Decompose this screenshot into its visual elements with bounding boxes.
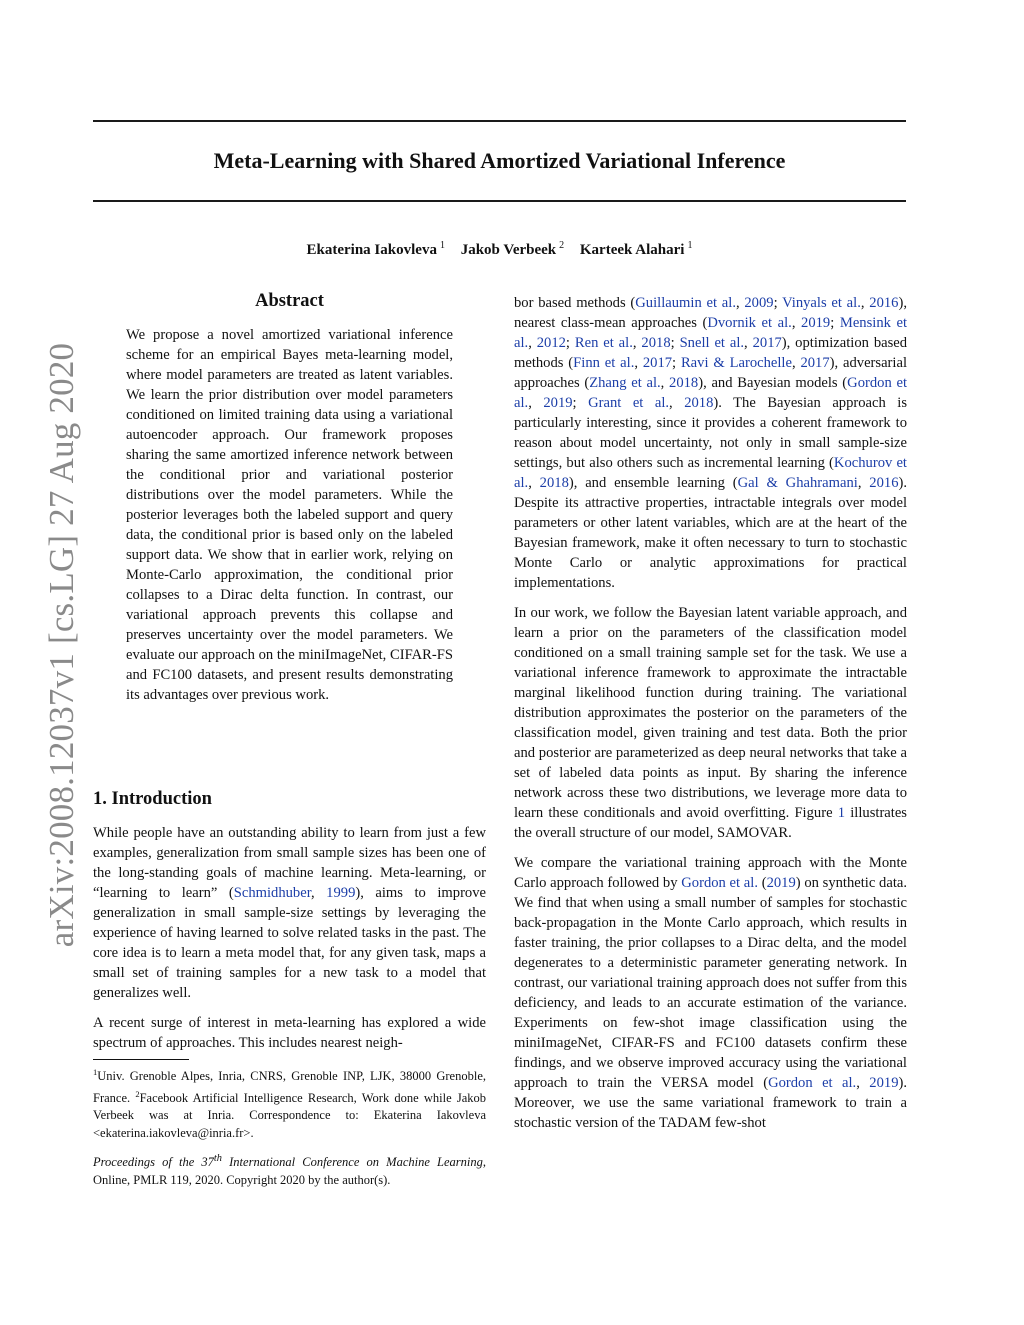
text-run: ), optimization based methods (	[514, 335, 908, 371]
author-affiliation-mark: 1	[439, 240, 445, 251]
citation-link[interactable]: Dvornik et al.	[707, 315, 792, 331]
citation-link[interactable]: Zhang et al.	[589, 375, 661, 391]
citation-link[interactable]: 1999	[326, 885, 356, 901]
author-name: Karteek Alahari	[579, 242, 685, 258]
text-run: We compare the variational training approach with the Monte Carlo approach followed by	[514, 855, 907, 891]
citation-link[interactable]: Finn et al.	[573, 355, 635, 371]
text-run: ). The Bayesian approach is particularly interesting, since it provides a coherent framework to reason about model uncertainty, not only in small sample-size settings, but also others such as incremental learning (	[514, 395, 908, 471]
text-run: ,	[528, 395, 544, 411]
text-run: ;	[565, 335, 575, 351]
text-run: ,	[857, 475, 870, 491]
footnote-text: Facebook Artificial Intelligence Research, Work done while Jakob Verbeek was at Inria. Correspondence to: Ekaterina Iakovleva <ekaterina.iakovleva@inria.fr>.	[93, 1090, 486, 1140]
citation-link[interactable]: 2012	[536, 335, 566, 351]
abstract-text: We propose a novel amortized variational inference scheme for an empirical Bayes meta-learning model, where model parameters are treated as latent variables. We learn the prior distribution over model parameters conditioned on limited training data using a variational autoencoder approach. Our framework proposes sharing the same amortized inference network between the conditional prior and variational posterior distributions over the model parameters. While the posterior leverages both the labeled support and query data, the conditional prior is based only on the labeled support data. We show that in earlier work, relying on Monte-Carlo approximation, the conditional prior collapses to a Dirac delta function. In contrast, our variational approach prevents this collapse and preserves uncertainty over the model parameters. We evaluate our approach on the miniImageNet, CIFAR-FS and FC100 datasets, and present results demonstrating its advantages over previous work.	[126, 327, 453, 703]
citation-link[interactable]: Ravi & Larochelle	[680, 355, 792, 371]
affiliation-footnote	[93, 1064, 486, 1142]
intro-paragraph: A recent surge of interest in meta-learning has explored a wide spectrum of approaches. This includes nearest neigh-	[93, 1015, 486, 1051]
text-run: ;	[572, 395, 589, 411]
citation-link[interactable]: Gordon et al.	[768, 1075, 857, 1091]
citation-link[interactable]: Gordon et al.	[681, 875, 758, 891]
text-run: ,	[860, 295, 870, 311]
text-run: ), aims to improve generalization in small sample-size settings by leveraging the experience of having learned to solve related tasks in the past. The core idea is to learn a meta model that, for any given task, maps a small set of training samples for a new task to a model that generalizes well.	[93, 885, 486, 1001]
citation-link[interactable]: Gordon et al.	[514, 375, 908, 411]
text-run: bor based methods (	[514, 295, 636, 311]
author	[461, 242, 564, 258]
title-rule-top	[93, 120, 906, 122]
text-run: ), adversarial approaches (	[514, 355, 908, 391]
text-run: ), and ensemble learning (	[568, 475, 738, 491]
citation-link[interactable]: Grant et al.	[588, 395, 670, 411]
text-run: ,	[856, 1075, 870, 1091]
intro-paragraph	[93, 823, 486, 1003]
text-run: ;	[830, 315, 840, 331]
citation-link[interactable]: 2017	[752, 335, 782, 351]
text-run: illustrates the overall structure of our model, SAMOVAR.	[514, 805, 907, 841]
citation-link[interactable]: 2018	[684, 395, 714, 411]
citation-link[interactable]: 2017	[800, 355, 830, 371]
text-run: ,	[791, 315, 802, 331]
text-run: ;	[773, 295, 783, 311]
text-run: ,	[791, 355, 801, 371]
abstract-heading: Abstract	[255, 291, 324, 311]
title-rule-bottom	[93, 200, 906, 202]
text-run: ;	[672, 355, 681, 371]
citation-link[interactable]: 2019	[801, 315, 831, 331]
text-run: ,	[528, 475, 540, 491]
citation-link[interactable]: 2009	[744, 295, 774, 311]
text-run: In our work, we follow the Bayesian latent variable approach, and learn a prior on the parameters of the classification model conditioned on a small training sample set for the task. We use a variational inference framework to approximate the intractable marginal likelihood function during training. The variational distribution approximates the posterior on the parameters of the classification model, given training and test data. Both the prior and posterior are parameterized as deep neural networks that take a set of labeled data points as input. By sharing the inference network across these two distributions, we leverage more data to learn these conditionals and avoid overfitting. Figure	[514, 605, 907, 821]
citation-link[interactable]: 2017	[642, 355, 673, 371]
citation-link[interactable]: 1	[837, 805, 846, 821]
text-run: Proceedings of the	[93, 1155, 202, 1170]
citation-link[interactable]: Snell et al.	[679, 335, 745, 351]
citation-link[interactable]: Guillaumin et al.	[635, 295, 736, 311]
body-paragraph	[514, 293, 907, 593]
text-run: ,	[735, 295, 745, 311]
text-run: ), and Bayesian models (	[698, 375, 848, 391]
body-paragraph	[514, 853, 907, 1133]
citation-link[interactable]: Schmidhuber	[233, 885, 311, 901]
proceedings-venue	[93, 1155, 483, 1169]
citation-link[interactable]: 2019	[766, 875, 796, 891]
footnote-divider	[93, 1059, 189, 1060]
citation-link[interactable]: 2018	[539, 475, 569, 491]
text-run: ,	[632, 335, 642, 351]
text-run: ,	[660, 375, 670, 391]
text-run: ;	[670, 335, 680, 351]
citation-link[interactable]: 2019	[543, 395, 573, 411]
text-run: While people have an outstanding ability to learn from just a few examples, generalization from small sample sizes has been one of the long-standing goals of machine learning. Meta-learning, or “learning to learn” (	[93, 825, 486, 901]
footnote-mark: 2	[135, 1088, 140, 1099]
text-run: ,	[528, 335, 537, 351]
text-run: ), nearest class-mean approaches (	[514, 295, 907, 331]
citation-link[interactable]: 2016	[869, 475, 899, 491]
ordinal-suffix: th	[213, 1153, 223, 1164]
citation-link[interactable]: Vinyals et al.	[782, 295, 861, 311]
citation-link[interactable]: 2019	[869, 1075, 899, 1091]
citation-link[interactable]: Kochurov et al.	[514, 455, 907, 491]
citation-link[interactable]: Gal & Ghahramani	[737, 475, 858, 491]
footnote-text: Univ. Grenoble Alpes, Inria, CNRS, Grenoble INP, LJK, 38000 Grenoble, France.	[93, 1069, 486, 1105]
text-run: ,	[744, 335, 753, 351]
text-run: ,	[310, 885, 327, 901]
copyright-text: , Online, PMLR 119, 2020. Copyright 2020 by the author(s).	[93, 1155, 486, 1187]
conference-number: 37	[201, 1155, 214, 1170]
author-list	[93, 236, 906, 260]
author-name: Ekaterina Iakovleva	[306, 242, 437, 258]
body-paragraph	[514, 603, 907, 843]
citation-link[interactable]: 2016	[869, 295, 899, 311]
citation-link[interactable]: 2018	[669, 375, 699, 391]
author-affiliation-mark: 1	[687, 240, 693, 251]
proceedings-note	[93, 1150, 486, 1189]
text-run: International Conference on Machine Learning	[222, 1155, 483, 1170]
citation-link[interactable]: 2018	[641, 335, 671, 351]
author-name: Jakob Verbeek	[460, 242, 557, 258]
author	[307, 242, 445, 258]
text-run: ). Despite its attractive properties, intractable integrals over model parameters or other latent variables, which are at the heart of the Bayesian framework, make it often necessary to turn to stochastic Monte Carlo or analytic approximations for practical implementations.	[514, 475, 907, 591]
author-affiliation-mark: 2	[559, 240, 565, 251]
text-run: ). Moreover, we use the same variational framework to train a stochastic version of the TADAM few-shot	[514, 1075, 907, 1131]
text-run: ,	[669, 395, 685, 411]
text-run: (	[757, 875, 767, 891]
paper-title: Meta-Learning with Shared Amortized Variational Inference	[213, 148, 786, 173]
text-run: ,	[634, 355, 643, 371]
introduction-heading: 1. Introduction	[93, 789, 212, 809]
text-run: ) on synthetic data. We find that when using a small number of samples for stochastic back-propagation in the Monte Carlo approach, which results in faster training, the prior collapses to a Dirac delta, and the model degenerates to a deterministic parameter generating network. In contrast, our variational training approach does not suffer from this deficiency, and leads to an accurate estimation of the variance. Experiments on few-shot image classification using the miniImageNet, CIFAR-FS and FC100 datasets confirm these findings, and we observe improved accuracy using the variational approach to train the VERSA model (	[514, 875, 907, 1091]
right-column	[514, 293, 907, 1143]
citation-link[interactable]: Mensink et al.	[514, 315, 908, 351]
arxiv-identifier-stamp: arXiv:2008.12037v1 [cs.LG] 27 Aug 2020	[42, 342, 81, 948]
citation-link[interactable]: Ren et al.	[574, 335, 633, 351]
footnote-mark: 1	[93, 1067, 98, 1077]
author	[580, 242, 693, 258]
